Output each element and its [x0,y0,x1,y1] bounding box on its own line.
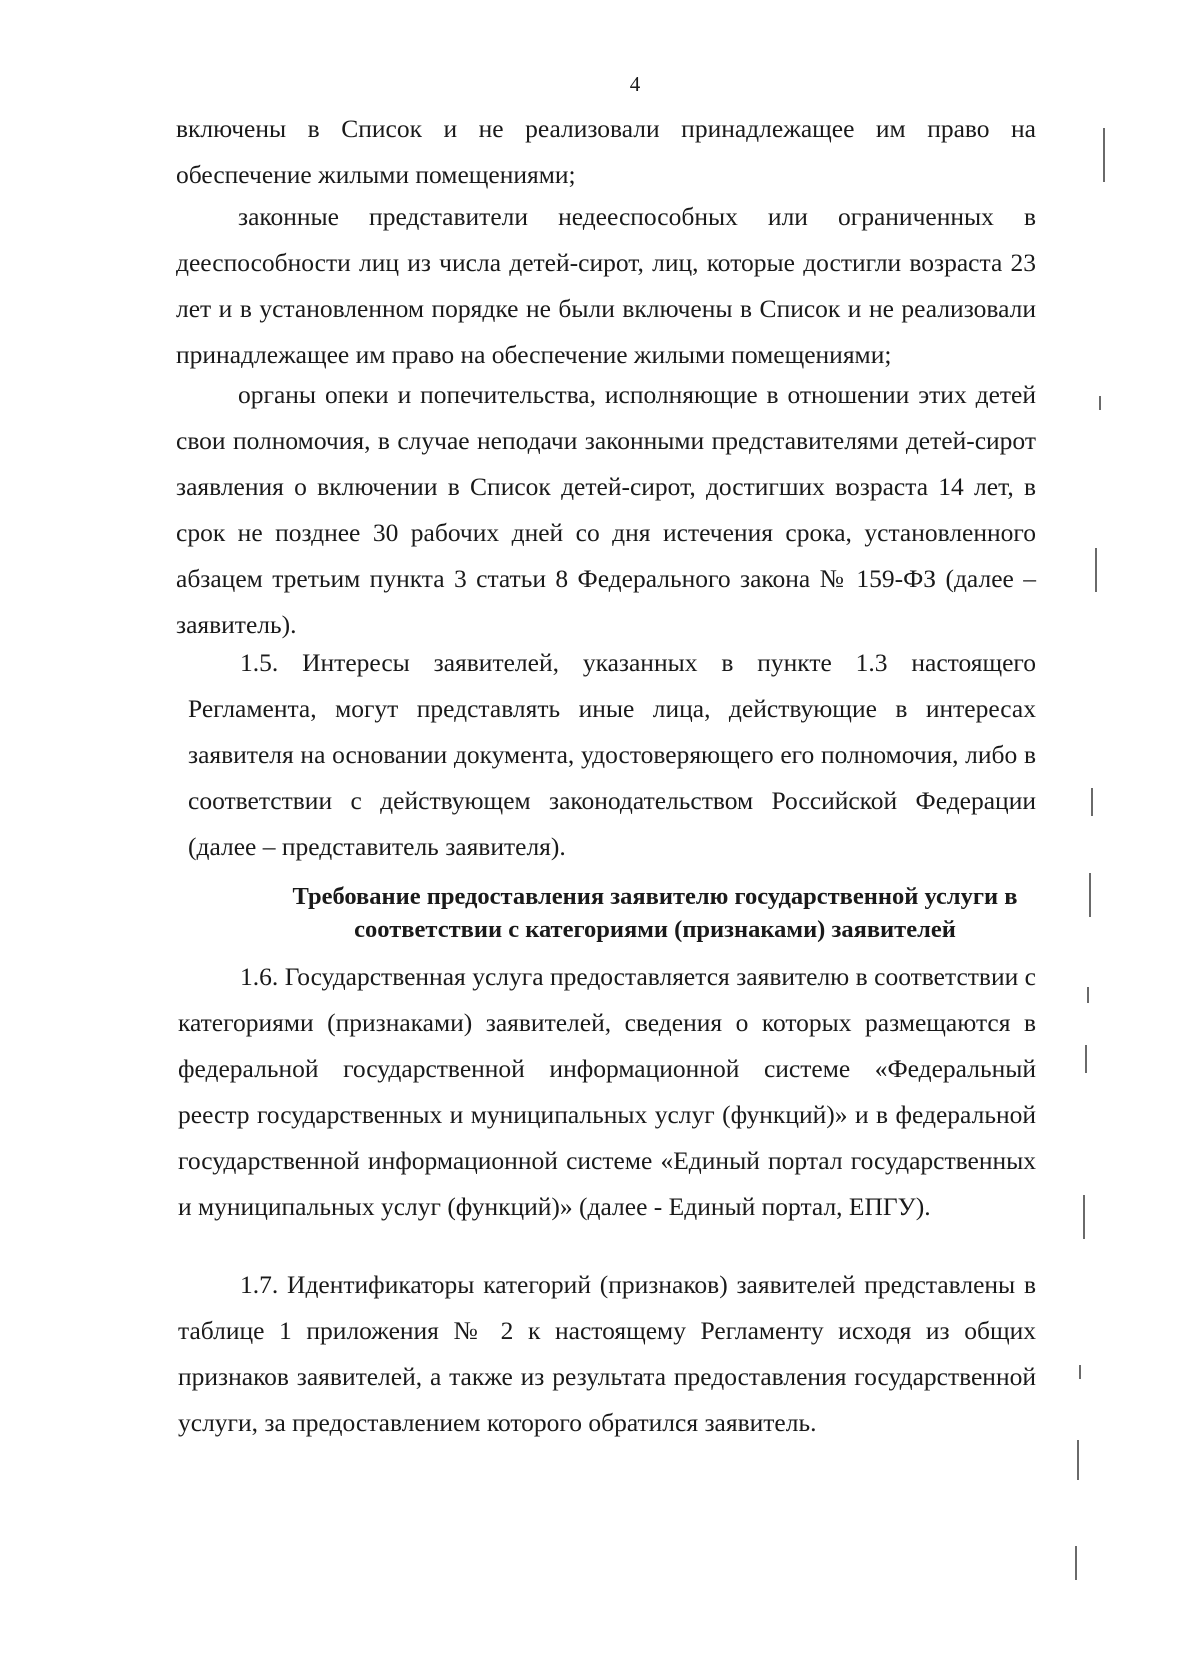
section-heading-line-2: соответствии с категориями (признаками) заявителей [354,916,956,943]
paragraph-applicants-continuation: включены в Список и не реализовали принадлежащее им право на обеспечение жилыми помещениями; [176,114,1036,189]
paragraph-clause-1-7: 1.7. Идентификаторы категорий (признаков) заявителей представлены в таблице 1 приложения № 2 к настоящему Регламенту исходя из общих признаков заявителей, а также из результата предоставления государственной услуги, за предоставлением которого обратился заявитель. [178,1270,1036,1437]
scan-edge-mark [1075,1546,1077,1580]
paragraph-clause-1-6: 1.6. Государственная услуга предоставляется заявителю в соответствии с категориями (признаками) заявителей, сведения о которых размещаются в федеральной государственной информационной системе «Федеральный реестр государственных и муниципальных услуг (функций)» и в федеральной государственной информационной системе «Единый портал государственных и муниципальных услуг (функций)» (далее - Единый портал, ЕПГУ). [178,962,1036,1221]
scan-edge-mark [1099,396,1101,410]
paragraph-clause-1-5: 1.5. Интересы заявителей, указанных в пункте 1.3 настоящего Регламента, могут представлять иные лица, действующие в интересах заявителя на основании документа, удостоверяющего его полномочия, либо в соответствии с действующем законодательством Российской Федерации (далее – представитель заявителя). [188,648,1036,861]
scan-edge-mark [1079,1365,1081,1379]
section-heading-line-1: Требование предоставления заявителю государственной услуги в [292,883,1018,910]
paragraph-guardianship-bodies: органы опеки и попечительства, исполняющие в отношении этих детей свои полномочия, в случае неподачи законными представителями детей-сирот заявления о включении в Список детей-сирот, достигших возраста 14 лет, в срок не позднее 30 рабочих дней со дня истечения срока, установленного абзацем третьим пункта 3 статьи 8 Федерального закона № 159-ФЗ (далее – заявитель). [176,380,1036,639]
paragraph-legal-representatives: законные представители недееспособных или ограниченных в дееспособности лиц из числа детей-сирот, лиц, которые достигли возраста 23 лет и в установленном порядке не были включены в Список и не реализовали принадлежащее им право на обеспечение жилыми помещениями; [176,202,1036,369]
scan-edge-mark [1085,1045,1087,1073]
section-heading [190,880,1120,946]
scan-edge-mark [1095,548,1097,592]
scan-edge-mark [1091,788,1093,816]
scan-edge-mark [1103,128,1105,182]
scan-edge-mark [1089,873,1091,917]
page-number: 4 [629,72,641,96]
scan-edge-mark [1087,987,1089,1003]
scan-edge-mark [1083,1195,1085,1239]
scan-edge-mark [1077,1440,1079,1480]
